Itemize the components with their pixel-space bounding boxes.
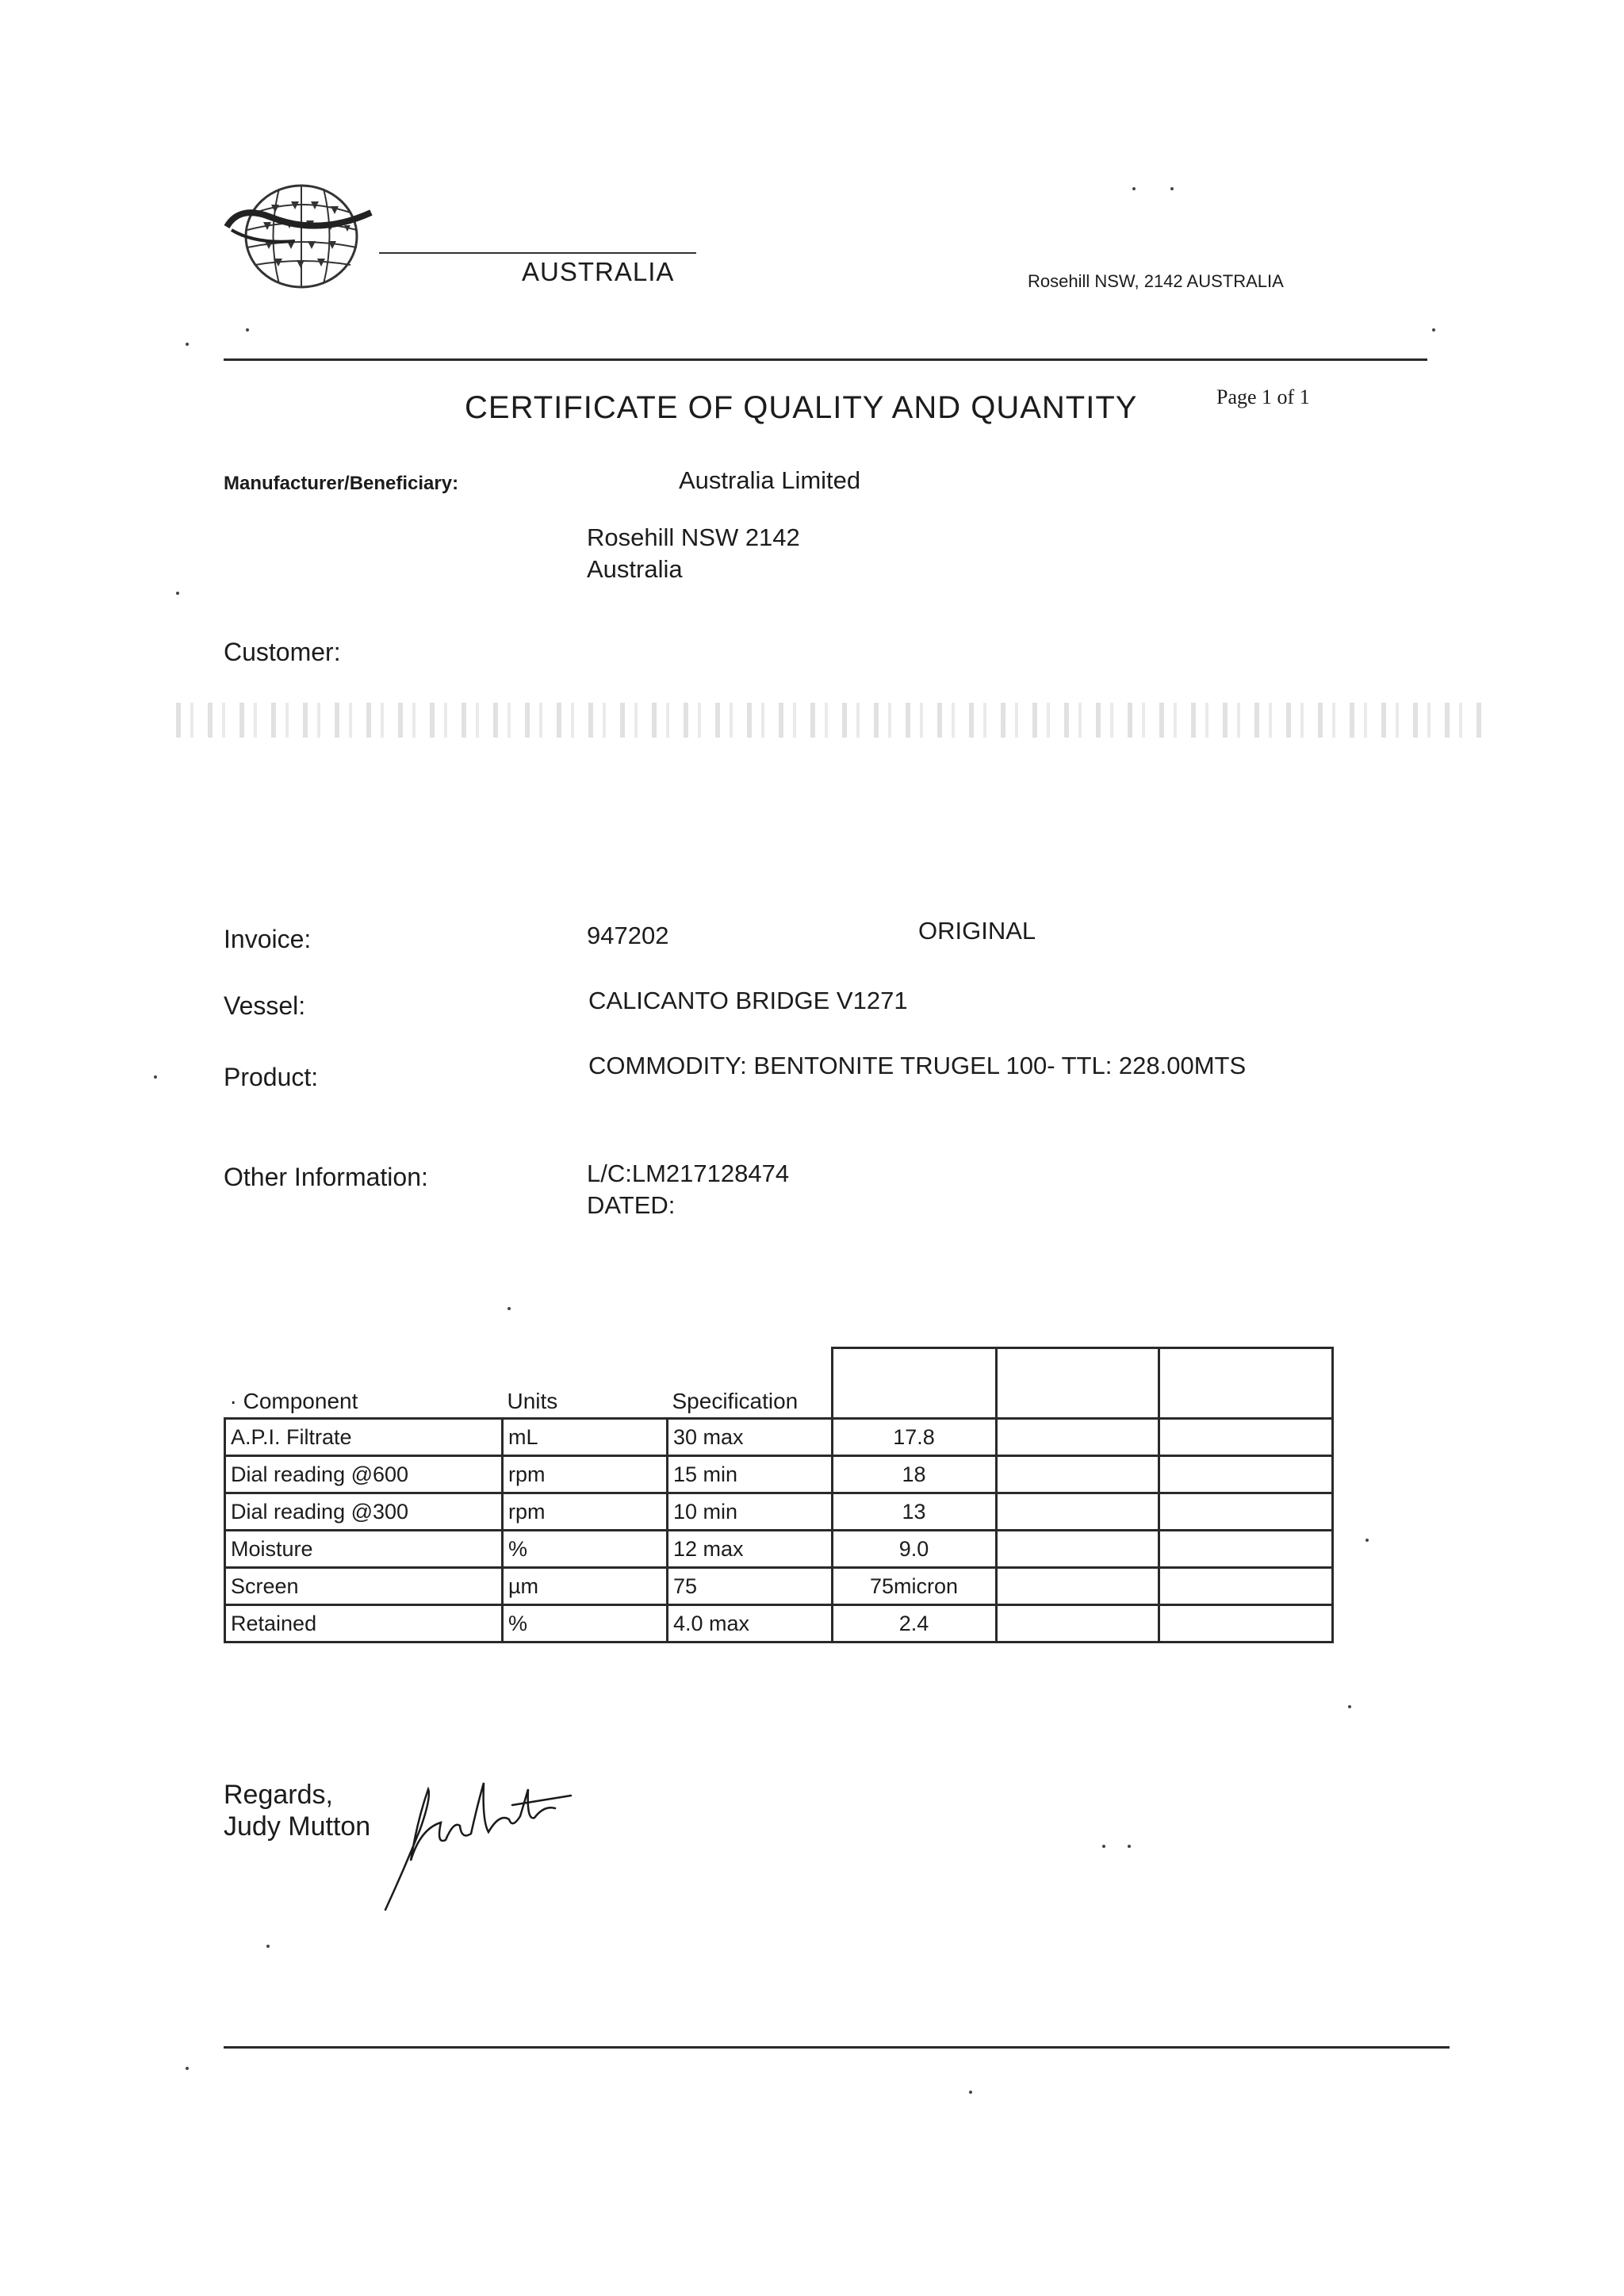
lc-number: L/C:LM217128474: [587, 1159, 790, 1187]
cell-result: 13: [832, 1493, 996, 1531]
product-value: COMMODITY: BENTONITE TRUGEL 100- TTL: 228.00MTS: [588, 1052, 1247, 1079]
cell-component: Moisture: [225, 1531, 503, 1568]
scan-speck: [1348, 1705, 1351, 1708]
cell-spec: 15 min: [668, 1456, 833, 1493]
customer-label: Customer:: [224, 638, 341, 666]
lc-dated: DATED:: [587, 1191, 676, 1219]
cell-empty: [996, 1493, 1159, 1531]
header-specification: Specification: [672, 1389, 799, 1413]
header-empty-box-2: [1159, 1348, 1332, 1419]
cell-empty: [1159, 1568, 1332, 1605]
cell-empty: [1159, 1456, 1332, 1493]
manufacturer-address-line-1: Rosehill NSW 2142: [587, 523, 800, 551]
table-row: [225, 1531, 1333, 1568]
cell-units: %: [503, 1605, 668, 1642]
cell-result: 75micron: [832, 1568, 996, 1605]
cell-component: Screen: [225, 1568, 503, 1605]
quality-spec-table: [224, 1347, 1334, 1643]
header-component: · Component: [229, 1389, 358, 1413]
cell-empty: [1159, 1493, 1332, 1531]
cell-spec: 10 min: [668, 1493, 833, 1531]
table-row: [225, 1419, 1333, 1456]
invoice-number: 947202: [587, 922, 669, 949]
invoice-label: Invoice:: [224, 925, 312, 953]
cell-empty: [996, 1568, 1159, 1605]
scan-speck: [154, 1075, 157, 1079]
redacted-customer-block: [176, 703, 1483, 738]
cell-component: Dial reading @600: [225, 1456, 503, 1493]
cell-units: mL: [503, 1419, 668, 1456]
cell-result: 9.0: [832, 1531, 996, 1568]
cell-empty: [996, 1456, 1159, 1493]
cell-spec: 4.0 max: [668, 1605, 833, 1642]
scan-speck: [969, 2091, 972, 2094]
closing-name: Judy Mutton: [224, 1811, 371, 1842]
cell-result: 17.8: [832, 1419, 996, 1456]
table-header-row: [225, 1348, 1333, 1419]
scan-speck: [246, 328, 249, 332]
letterhead-rule: [379, 252, 696, 254]
handwritten-signature: [373, 1773, 579, 1916]
product-label: Product:: [224, 1063, 319, 1091]
letterhead-address: Rosehill NSW, 2142 AUSTRALIA: [1028, 271, 1284, 291]
table-row: [225, 1568, 1333, 1605]
scan-speck: [1432, 328, 1435, 332]
scan-speck: [176, 592, 179, 595]
footer-divider: [224, 2046, 1450, 2049]
cell-spec: 12 max: [668, 1531, 833, 1568]
header-empty-box-1: [996, 1348, 1159, 1419]
vessel-value: CALICANTO BRIDGE V1271: [588, 987, 908, 1014]
cell-result: 2.4: [832, 1605, 996, 1642]
cell-result: 18: [832, 1456, 996, 1493]
cell-units: %: [503, 1531, 668, 1568]
table-row: [225, 1605, 1333, 1642]
manufacturer-address-line-2: Australia: [587, 555, 683, 583]
cell-component: Dial reading @300: [225, 1493, 503, 1531]
invoice-status: ORIGINAL: [918, 917, 1036, 945]
scan-speck: [1102, 1845, 1105, 1848]
cell-empty: [996, 1531, 1159, 1568]
scan-speck: [186, 2067, 189, 2070]
cell-empty: [1159, 1531, 1332, 1568]
header-result-box: [832, 1348, 996, 1419]
cell-empty: [996, 1419, 1159, 1456]
certificate-title: CERTIFICATE OF QUALITY AND QUANTITY: [465, 390, 1138, 425]
manufacturer-name: Australia Limited: [679, 466, 861, 494]
cell-units: rpm: [503, 1493, 668, 1531]
scan-speck: [508, 1307, 511, 1310]
table-row: [225, 1456, 1333, 1493]
cell-component: Retained: [225, 1605, 503, 1642]
scan-speck: [1128, 1845, 1131, 1848]
cell-empty: [1159, 1605, 1332, 1642]
company-globe-logo: [224, 181, 374, 292]
other-information-label: Other Information:: [224, 1163, 428, 1191]
cell-empty: [996, 1605, 1159, 1642]
scan-speck: [1170, 187, 1174, 190]
scan-speck: [1365, 1539, 1369, 1542]
closing-regards: Regards,: [224, 1780, 333, 1810]
cell-empty: [1159, 1419, 1332, 1456]
vessel-label: Vessel:: [224, 991, 306, 1020]
header-units: Units: [507, 1389, 558, 1413]
cell-units: rpm: [503, 1456, 668, 1493]
scan-speck: [186, 343, 189, 346]
cell-units: µm: [503, 1568, 668, 1605]
scan-speck: [1132, 187, 1136, 190]
table-row: [225, 1493, 1333, 1531]
page-number: Page 1 of 1: [1216, 385, 1310, 408]
letterhead-country: AUSTRALIA: [522, 257, 675, 286]
scan-speck: [266, 1945, 270, 1948]
manufacturer-label: Manufacturer/Beneficiary:: [224, 473, 459, 494]
cell-spec: 75: [668, 1568, 833, 1605]
header-divider: [224, 358, 1427, 361]
cell-component: A.P.I. Filtrate: [225, 1419, 503, 1456]
cell-spec: 30 max: [668, 1419, 833, 1456]
